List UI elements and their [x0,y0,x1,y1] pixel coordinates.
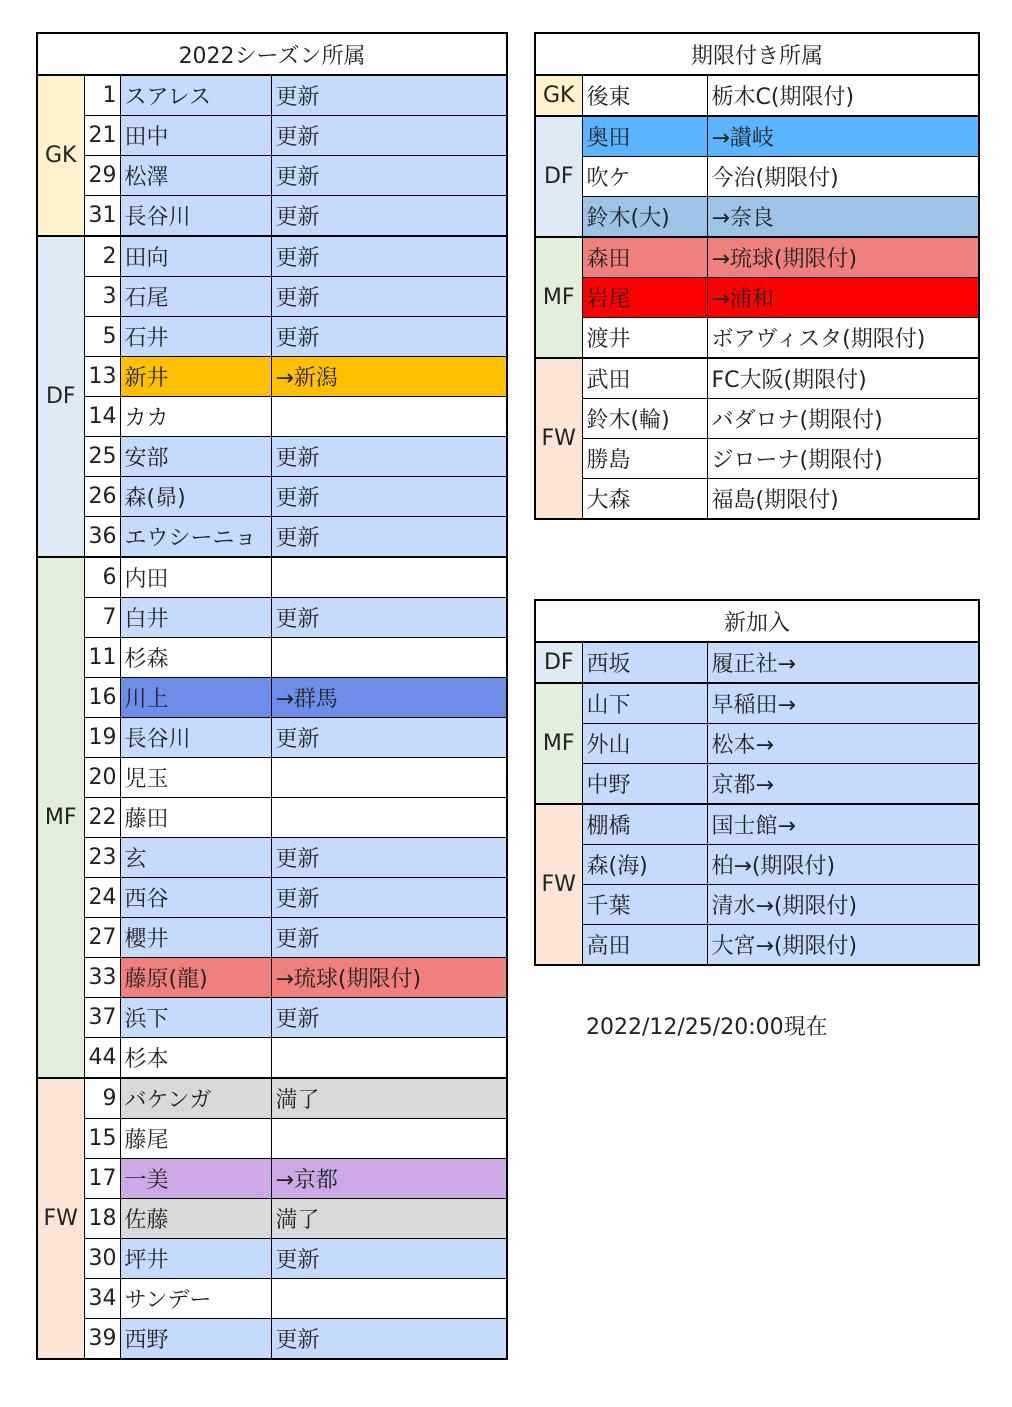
loan-status: ジローナ(期限付) [707,439,979,479]
player-name: 杉森 [120,638,271,678]
position-label: MF [535,683,582,804]
player-name: 新井 [120,357,271,397]
player-name: 坪井 [120,1239,271,1279]
table-row [535,642,979,683]
jersey-number: 11 [84,638,120,678]
roster-title: 2022シーズン所属 [37,33,507,75]
new-signings-title: 新加入 [535,600,979,642]
table-row [535,318,979,359]
contract-status: →琉球(期限付) [271,958,507,998]
contract-status: 満了 [271,1078,507,1119]
table-row [535,925,979,966]
table-row [37,1239,507,1279]
table-row [37,918,507,958]
table-row [37,598,507,638]
loan-status: →浦和 [707,278,979,318]
player-name: 杉本 [120,1038,271,1079]
player-name: 安部 [120,437,271,477]
player-name: 長谷川 [120,196,271,237]
contract-status: 満了 [271,1199,507,1239]
player-name: サンデー [120,1279,271,1319]
player-name: 藤田 [120,798,271,838]
jersey-number: 33 [84,958,120,998]
contract-status [271,798,507,838]
table-row [535,75,979,116]
player-name: 大森 [582,479,707,520]
contract-status: 更新 [271,1239,507,1279]
jersey-number: 14 [84,397,120,437]
loan-status: FC大阪(期限付) [707,358,979,399]
origin-club: 清水→(期限付) [707,885,979,925]
position-label: DF [535,642,582,683]
table-row [535,358,979,399]
contract-status: 更新 [271,517,507,558]
contract-status: 更新 [271,878,507,918]
jersey-number: 30 [84,1239,120,1279]
table-row [535,724,979,764]
table-row [37,477,507,517]
jersey-number: 21 [84,116,120,156]
contract-status: 更新 [271,1319,507,1360]
jersey-number: 5 [84,317,120,357]
contract-status: →京都 [271,1159,507,1199]
table-row [37,1078,507,1119]
table-row [37,1319,507,1360]
origin-club: 履正社→ [707,642,979,683]
player-name: 奥田 [582,116,707,157]
table-row [37,878,507,918]
contract-status [271,638,507,678]
loan-status: ボアヴィスタ(期限付) [707,318,979,359]
loan-status: 福島(期限付) [707,479,979,520]
player-name: 森田 [582,237,707,278]
table-row [37,1279,507,1319]
jersey-number: 39 [84,1319,120,1360]
as-of-timestamp: 2022/12/25/20:00現在 [586,1015,828,1040]
jersey-number: 3 [84,277,120,317]
table-row [37,557,507,598]
jersey-number: 25 [84,437,120,477]
player-name: 藤尾 [120,1119,271,1159]
table-row [535,439,979,479]
origin-club: 大宮→(期限付) [707,925,979,966]
jersey-number: 15 [84,1119,120,1159]
jersey-number: 26 [84,477,120,517]
player-name: 田中 [120,116,271,156]
contract-status: 更新 [271,477,507,517]
origin-club: 松本→ [707,724,979,764]
jersey-number: 31 [84,196,120,237]
jersey-number: 20 [84,758,120,798]
jersey-number: 29 [84,156,120,196]
player-name: 藤原(龍) [120,958,271,998]
position-label: MF [535,237,582,358]
contract-status [271,557,507,598]
position-label: DF [535,116,582,237]
player-name: バケンガ [120,1078,271,1119]
player-name: 白井 [120,598,271,638]
loan-status: →奈良 [707,197,979,238]
player-name: カカ [120,397,271,437]
jersey-number: 2 [84,236,120,277]
position-label: DF [37,236,84,557]
jersey-number: 16 [84,678,120,718]
player-name: 石尾 [120,277,271,317]
origin-club: 早稲田→ [707,683,979,724]
origin-club: 国士館→ [707,804,979,845]
table-row [535,804,979,845]
table-row [37,277,507,317]
player-name: 内田 [120,557,271,598]
table-row [37,75,507,116]
player-name: エウシーニョ [120,517,271,558]
contract-status: 更新 [271,838,507,878]
jersey-number: 7 [84,598,120,638]
player-name: 佐藤 [120,1199,271,1239]
position-label: GK [37,75,84,236]
player-name: 西坂 [582,642,707,683]
player-name: 中野 [582,764,707,805]
contract-status: 更新 [271,75,507,116]
player-name: 棚橋 [582,804,707,845]
jersey-number: 27 [84,918,120,958]
jersey-number: 36 [84,517,120,558]
position-label: FW [37,1078,84,1359]
player-name: 一美 [120,1159,271,1199]
table-row [37,156,507,196]
jersey-number: 6 [84,557,120,598]
contract-status: →新潟 [271,357,507,397]
table-row [37,116,507,156]
player-name: 田向 [120,236,271,277]
origin-club: 柏→(期限付) [707,845,979,885]
loan-status: 栃木C(期限付) [707,75,979,116]
table-row [535,683,979,724]
table-row [37,1119,507,1159]
table-row [37,357,507,397]
player-name: 岩尾 [582,278,707,318]
player-name: 鈴木(輪) [582,399,707,439]
contract-status: 更新 [271,236,507,277]
player-name: 児玉 [120,758,271,798]
player-name: スアレス [120,75,271,116]
contract-status: 更新 [271,277,507,317]
table-row [37,958,507,998]
jersey-number: 22 [84,798,120,838]
player-name: 渡井 [582,318,707,359]
player-name: 松澤 [120,156,271,196]
contract-status [271,1038,507,1079]
contract-status: 更新 [271,598,507,638]
jersey-number: 18 [84,1199,120,1239]
player-name: 後東 [582,75,707,116]
jersey-number: 19 [84,718,120,758]
table-row [535,845,979,885]
jersey-number: 1 [84,75,120,116]
table-row [37,397,507,437]
table-row [535,197,979,238]
contract-status: 更新 [271,918,507,958]
table-row [37,638,507,678]
position-label: FW [535,358,582,519]
position-label: GK [535,75,582,116]
loan-status: →琉球(期限付) [707,237,979,278]
contract-status [271,1279,507,1319]
contract-status: 更新 [271,437,507,477]
table-row [37,437,507,477]
loan-status: 今治(期限付) [707,157,979,197]
player-name: 鈴木(大) [582,197,707,238]
jersey-number: 37 [84,998,120,1038]
contract-status: 更新 [271,116,507,156]
table-row [535,278,979,318]
origin-club: 京都→ [707,764,979,805]
contract-status: 更新 [271,317,507,357]
jersey-number: 17 [84,1159,120,1199]
player-name: 森(海) [582,845,707,885]
position-label: FW [535,804,582,965]
jersey-number: 34 [84,1279,120,1319]
table-row [535,157,979,197]
table-row [535,885,979,925]
table-row [535,764,979,805]
contract-status [271,758,507,798]
table-row [37,1199,507,1239]
player-name: 川上 [120,678,271,718]
contract-status: 更新 [271,998,507,1038]
table-row [37,236,507,277]
table-row [37,1038,507,1079]
table-row [37,798,507,838]
contract-status: 更新 [271,196,507,237]
player-name: 長谷川 [120,718,271,758]
player-name: 武田 [582,358,707,399]
jersey-number: 23 [84,838,120,878]
table-row [37,678,507,718]
table-row [37,517,507,558]
roster-table [36,32,508,1360]
table-row [535,399,979,439]
player-name: 櫻井 [120,918,271,958]
player-name: 西野 [120,1319,271,1360]
loan-status: →讃岐 [707,116,979,157]
jersey-number: 24 [84,878,120,918]
player-name: 石井 [120,317,271,357]
table-row [37,998,507,1038]
contract-status [271,397,507,437]
player-name: 外山 [582,724,707,764]
contract-status: 更新 [271,156,507,196]
player-name: 浜下 [120,998,271,1038]
contract-status [271,1119,507,1159]
jersey-number: 13 [84,357,120,397]
contract-status: →群馬 [271,678,507,718]
table-row [37,838,507,878]
table-row [37,317,507,357]
table-row [37,718,507,758]
loan-table [534,32,980,520]
player-name: 吹ケ [582,157,707,197]
new-signings-table [534,599,980,966]
player-name: 高田 [582,925,707,966]
jersey-number: 44 [84,1038,120,1079]
loan-title: 期限付き所属 [535,33,979,75]
player-name: 千葉 [582,885,707,925]
table-row [535,479,979,520]
jersey-number: 9 [84,1078,120,1119]
table-row [535,237,979,278]
table-row [37,758,507,798]
player-name: 山下 [582,683,707,724]
player-name: 西谷 [120,878,271,918]
player-name: 勝島 [582,439,707,479]
table-row [37,196,507,237]
table-row [37,1159,507,1199]
contract-status: 更新 [271,718,507,758]
position-label: MF [37,557,84,1078]
loan-status: バダロナ(期限付) [707,399,979,439]
player-name: 森(昴) [120,477,271,517]
player-name: 玄 [120,838,271,878]
table-row [535,116,979,157]
